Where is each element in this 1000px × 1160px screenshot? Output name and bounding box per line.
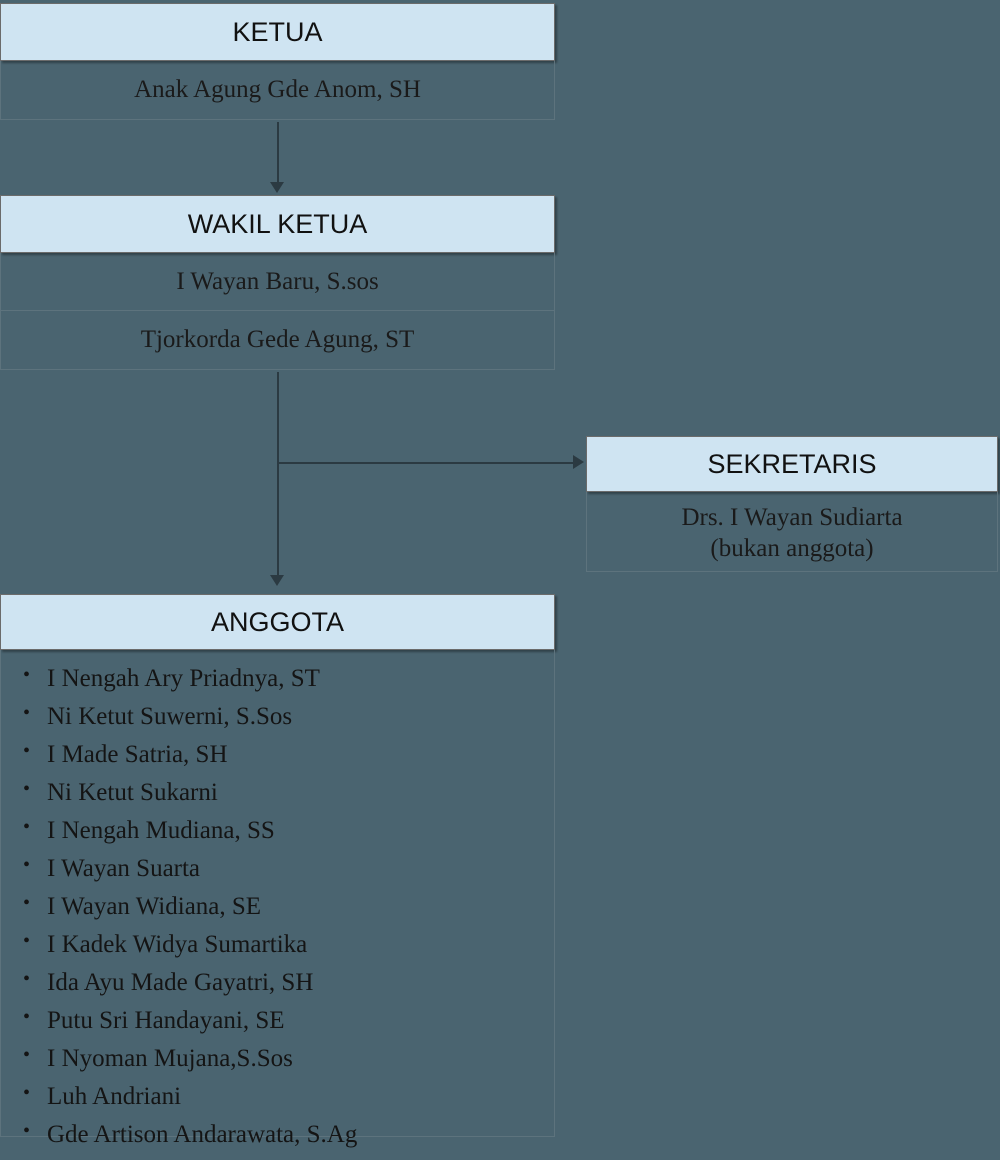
list-item: • Ni Ketut Sukarni — [1, 774, 554, 812]
list-item: • I Nengah Ary Priadnya, ST — [1, 660, 554, 698]
list-item: • Luh Andriani — [1, 1078, 554, 1116]
node-anggota — [0, 594, 555, 1148]
node-wakil-ketua-body — [0, 253, 555, 370]
connector-wakil-trunk — [277, 372, 279, 577]
node-ketua-header: KETUA — [0, 3, 555, 61]
node-sekretaris-note: (bukan anggota) — [710, 535, 874, 563]
list-item: • Ida Ayu Made Gayatri, SH — [1, 964, 554, 1002]
node-anggota-body — [0, 650, 555, 1148]
node-wakil-ketua-row-1: I Wayan Baru, S.sos — [1, 253, 554, 311]
list-item: • I Kadek Widya Sumartika — [1, 926, 554, 964]
connector-sekretaris-arrowhead — [573, 455, 584, 469]
list-item: • Ni Ketut Suwerni, S.Sos — [1, 698, 554, 736]
node-ketua — [0, 3, 555, 120]
node-sekretaris-header: SEKRETARIS — [586, 436, 998, 492]
node-wakil-ketua-row-2: Tjorkorda Gede Agung, ST — [140, 326, 415, 353]
list-item: • I Wayan Suarta — [1, 850, 554, 888]
connector-wakil-sekretaris — [277, 462, 575, 464]
node-sekretaris-body — [586, 492, 998, 572]
node-sekretaris-name: Drs. I Wayan Sudiarta — [681, 504, 903, 531]
node-ketua-row: Anak Agung Gde Anom, SH — [134, 76, 421, 103]
list-item: • I Nengah Mudiana, SS — [1, 812, 554, 850]
anggota-member-list — [1, 650, 554, 1160]
connector-wakil-anggota-arrowhead — [270, 575, 284, 586]
list-item: • Gde Artison Andarawata, S.Ag — [1, 1116, 554, 1154]
node-ketua-body — [0, 61, 555, 120]
list-item: • I Wayan Widiana, SE — [1, 888, 554, 926]
node-wakil-ketua-header: WAKIL KETUA — [0, 195, 555, 253]
list-item: • Putu Sri Handayani, SE — [1, 1002, 554, 1040]
node-anggota-header: ANGGOTA — [0, 594, 555, 650]
connector-ketua-wakil — [277, 122, 279, 184]
connector-ketua-wakil-arrowhead — [270, 182, 284, 193]
list-item: • I Nyoman Mujana,S.Sos — [1, 1040, 554, 1078]
list-item: • I Made Satria, SH — [1, 736, 554, 774]
node-sekretaris — [586, 436, 998, 572]
node-wakil-ketua — [0, 195, 555, 370]
